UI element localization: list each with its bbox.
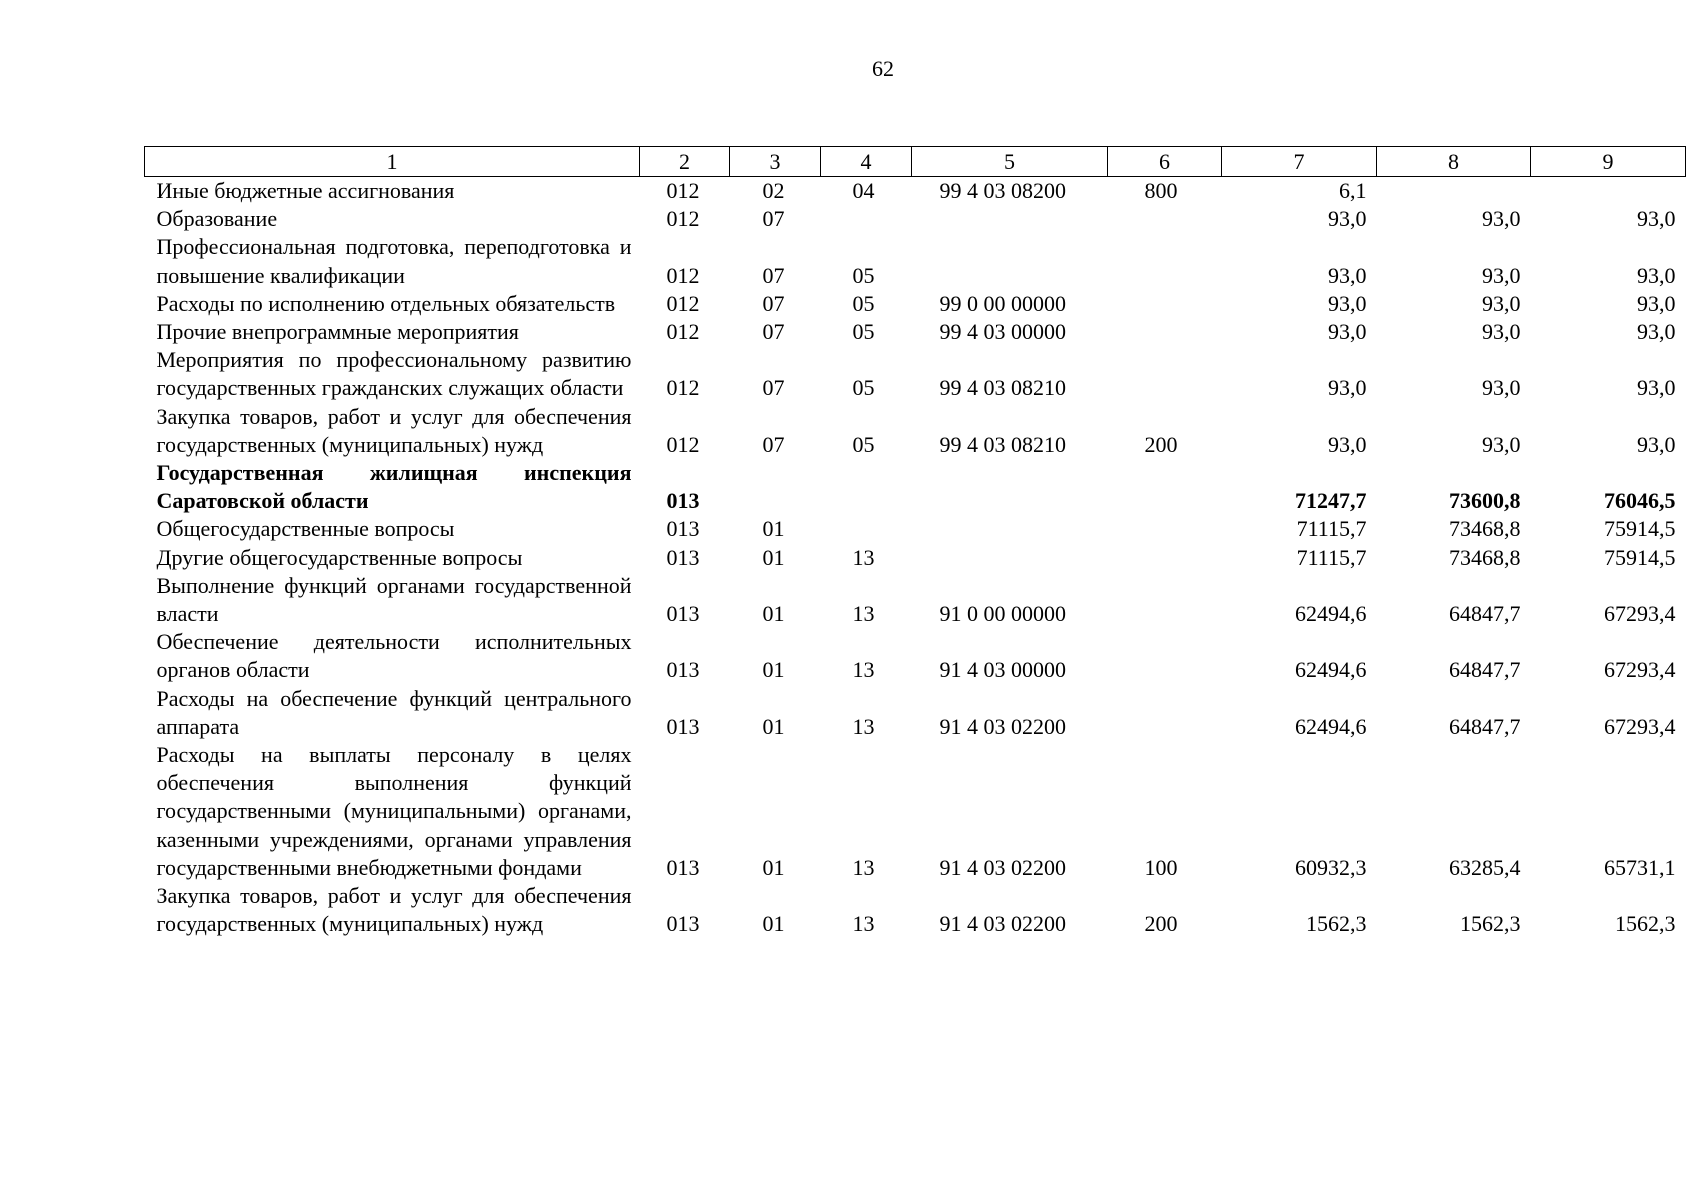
amount-col-7-cell: 62494,6 <box>1295 601 1367 627</box>
amount-col-8-cell: 64847,7 <box>1449 601 1521 627</box>
table-header <box>145 147 1686 177</box>
expense-type-cell: 800 <box>1144 178 1178 203</box>
expense-type-cell <box>1108 233 1222 289</box>
row-name-cell: Расходы на обеспечение функций центрального аппарата <box>156 685 632 739</box>
section-code-cell: 01 <box>762 601 785 627</box>
amount-col-8-cell: 93,0 <box>1482 206 1521 232</box>
table-row <box>145 628 1686 684</box>
expense-type-cell <box>1108 318 1222 346</box>
ministry-code-cell: 013 <box>666 854 700 880</box>
expense-type-cell <box>1108 685 1222 741</box>
amount-col-9-cell: 75914,5 <box>1604 544 1676 570</box>
subsection-code-cell: 05 <box>852 431 875 457</box>
ministry-code-cell: 012 <box>666 290 700 316</box>
table-row <box>145 233 1686 289</box>
target-article-cell <box>912 515 1108 543</box>
subsection-code-cell: 05 <box>852 262 875 288</box>
budget-table <box>144 146 1686 938</box>
amount-col-9-cell: 75914,5 <box>1604 516 1676 542</box>
subsection-code-cell <box>821 205 912 233</box>
subsection-code-cell <box>821 515 912 543</box>
subsection-code-cell: 13 <box>852 657 875 683</box>
amount-col-8-cell: 64847,7 <box>1449 713 1521 739</box>
amount-col-7-cell: 93,0 <box>1328 431 1367 457</box>
ministry-code-cell: 012 <box>666 375 700 401</box>
expense-type-cell <box>1108 572 1222 628</box>
amount-col-7-cell: 1562,3 <box>1306 911 1367 937</box>
amount-col-8-cell: 63285,4 <box>1449 854 1521 880</box>
amount-col-8-cell: 93,0 <box>1482 431 1521 457</box>
amount-col-8-cell: 73468,8 <box>1449 516 1521 542</box>
amount-col-9-cell: 67293,4 <box>1604 601 1676 627</box>
section-code-cell: 07 <box>762 431 785 457</box>
amount-col-9-cell: 93,0 <box>1637 262 1676 288</box>
row-name-cell: Расходы на выплаты персоналу в целях обеспечения выполнения функций государственными (муниципальными) органами, казенными учреждениями, органами управления государственными внебюджетными фондами <box>156 742 632 880</box>
target-article-cell: 99 0 00 00000 <box>939 290 1066 316</box>
row-name-cell: Образование <box>156 206 278 232</box>
table-row <box>145 685 1686 741</box>
expense-type-cell: 200 <box>1144 911 1178 937</box>
ministry-code-cell: 013 <box>666 657 700 683</box>
amount-col-9-cell: 93,0 <box>1637 431 1676 457</box>
table-row <box>145 741 1686 882</box>
header-cell-7: 7 <box>1222 147 1377 177</box>
table-row <box>145 403 1686 459</box>
target-article-cell <box>912 233 1108 289</box>
ministry-code-cell: 013 <box>666 911 700 937</box>
target-article-cell: 91 4 03 02200 <box>939 911 1066 937</box>
target-article-cell <box>912 205 1108 233</box>
amount-col-7-cell: 60932,3 <box>1295 854 1367 880</box>
row-name-cell: Обеспечение деятельности исполнительных органов области <box>156 629 632 683</box>
amount-col-8-cell: 64847,7 <box>1449 657 1521 683</box>
header-cell-1: 1 <box>145 147 640 177</box>
subsection-code-cell: 04 <box>852 178 875 203</box>
header-cell-8: 8 <box>1377 147 1531 177</box>
ministry-code-cell: 012 <box>666 431 700 457</box>
amount-col-8-cell: 93,0 <box>1482 319 1521 345</box>
target-article-cell: 91 4 03 00000 <box>939 657 1066 683</box>
section-code-cell: 07 <box>762 319 785 345</box>
expense-type-cell <box>1108 515 1222 543</box>
amount-col-8-cell: 93,0 <box>1482 375 1521 401</box>
row-name-cell: Выполнение функций органами государственной власти <box>156 572 632 627</box>
amount-col-7-cell: 71115,7 <box>1296 544 1367 570</box>
section-code-cell: 07 <box>762 206 785 232</box>
expense-type-cell: 200 <box>1144 431 1178 457</box>
header-cell-5: 5 <box>912 147 1108 177</box>
subsection-code-cell: 13 <box>852 854 875 880</box>
amount-col-9-cell: 65731,1 <box>1604 854 1676 880</box>
ministry-code-cell: 013 <box>666 544 700 570</box>
expense-type-cell <box>1108 290 1222 318</box>
amount-col-8-cell: 93,0 <box>1482 290 1521 316</box>
amount-col-7-cell: 93,0 <box>1328 206 1367 232</box>
section-code-cell <box>730 459 821 515</box>
ministry-code-cell: 013 <box>666 516 700 542</box>
header-cell-3: 3 <box>730 147 821 177</box>
amount-col-9-cell: 67293,4 <box>1604 657 1676 683</box>
amount-col-9-cell: 93,0 <box>1637 319 1676 345</box>
amount-col-9-cell: 1562,3 <box>1615 911 1676 937</box>
table-body <box>145 177 1686 939</box>
row-name-cell: Мероприятия по профессиональному развитию государственных гражданских служащих области <box>156 347 632 401</box>
table-row <box>145 177 1686 206</box>
target-article-cell: 91 4 03 02200 <box>939 854 1066 880</box>
row-name-cell: Государственная жилищная инспекция Саратовской области <box>156 460 632 514</box>
amount-col-9-cell: 93,0 <box>1637 290 1676 316</box>
ministry-code-cell: 012 <box>666 262 700 288</box>
expense-type-cell <box>1108 459 1222 515</box>
table-row <box>145 290 1686 318</box>
target-article-cell: 99 4 03 08200 <box>939 178 1066 203</box>
ministry-code-cell: 012 <box>666 206 700 232</box>
target-article-cell: 91 0 00 00000 <box>939 601 1066 627</box>
expense-type-cell: 100 <box>1144 854 1178 880</box>
subsection-code-cell: 13 <box>852 911 875 937</box>
expense-type-cell <box>1108 205 1222 233</box>
section-code-cell: 01 <box>762 713 785 739</box>
amount-col-7-cell: 6,1 <box>1339 178 1367 203</box>
section-code-cell: 01 <box>762 516 785 542</box>
table-row <box>145 318 1686 346</box>
row-name-cell: Расходы по исполнению отдельных обязательств <box>156 290 616 316</box>
expense-type-cell <box>1108 628 1222 684</box>
amount-col-7-cell: 62494,6 <box>1295 657 1367 683</box>
amount-col-9-cell: 93,0 <box>1637 375 1676 401</box>
amount-col-8-cell <box>1377 177 1531 206</box>
section-code-cell: 01 <box>762 854 785 880</box>
row-name-cell: Профессиональная подготовка, переподготовка и повышение квалификации <box>156 234 632 288</box>
row-name-cell: Иные бюджетные ассигнования <box>156 178 455 203</box>
expense-type-cell <box>1108 346 1222 402</box>
row-name-cell: Общегосударственные вопросы <box>156 516 455 542</box>
table-row <box>145 544 1686 572</box>
table-row <box>145 205 1686 233</box>
amount-col-7-cell: 71247,7 <box>1295 488 1367 514</box>
amount-col-7-cell: 71115,7 <box>1296 516 1367 542</box>
header-cell-2: 2 <box>640 147 730 177</box>
table-row <box>145 572 1686 628</box>
header-cell-6: 6 <box>1108 147 1222 177</box>
subsection-code-cell: 13 <box>852 713 875 739</box>
section-code-cell: 07 <box>762 375 785 401</box>
subsection-code-cell: 05 <box>852 319 875 345</box>
section-code-cell: 01 <box>762 911 785 937</box>
table-row <box>145 346 1686 402</box>
amount-col-7-cell: 93,0 <box>1328 262 1367 288</box>
target-article-cell: 99 4 03 08210 <box>939 431 1066 457</box>
expense-type-cell <box>1108 544 1222 572</box>
target-article-cell: 99 4 03 00000 <box>939 319 1066 345</box>
amount-col-9-cell: 67293,4 <box>1604 713 1676 739</box>
page-number: 62 <box>872 56 894 81</box>
amount-col-9-cell: 93,0 <box>1637 206 1676 232</box>
table-row <box>145 459 1686 515</box>
amount-col-8-cell: 73468,8 <box>1449 544 1521 570</box>
ministry-code-cell: 013 <box>666 601 700 627</box>
subsection-code-cell: 13 <box>852 601 875 627</box>
amount-col-8-cell: 1562,3 <box>1460 911 1521 937</box>
amount-col-7-cell: 93,0 <box>1328 319 1367 345</box>
row-name-cell: Прочие внепрограммные мероприятия <box>156 319 519 345</box>
amount-col-8-cell: 93,0 <box>1482 262 1521 288</box>
subsection-code-cell: 05 <box>852 290 875 316</box>
ministry-code-cell: 012 <box>666 178 700 203</box>
target-article-cell: 99 4 03 08210 <box>939 375 1066 401</box>
section-code-cell: 02 <box>762 178 785 203</box>
table-row <box>145 882 1686 938</box>
amount-col-9-cell <box>1531 177 1686 206</box>
target-article-cell <box>912 459 1108 515</box>
target-article-cell: 91 4 03 02200 <box>939 713 1066 739</box>
target-article-cell <box>912 544 1108 572</box>
section-code-cell: 01 <box>762 657 785 683</box>
row-name-cell: Другие общегосударственные вопросы <box>156 544 523 570</box>
subsection-code-cell <box>821 459 912 515</box>
amount-col-9-cell: 76046,5 <box>1604 488 1676 514</box>
amount-col-7-cell: 93,0 <box>1328 375 1367 401</box>
ministry-code-cell: 013 <box>666 488 700 514</box>
ministry-code-cell: 012 <box>666 319 700 345</box>
amount-col-7-cell: 93,0 <box>1328 290 1367 316</box>
section-code-cell: 07 <box>762 290 785 316</box>
header-cell-9: 9 <box>1531 147 1686 177</box>
subsection-code-cell: 13 <box>852 544 875 570</box>
ministry-code-cell: 013 <box>666 713 700 739</box>
header-cell-4: 4 <box>821 147 912 177</box>
amount-col-8-cell: 73600,8 <box>1449 488 1521 514</box>
section-code-cell: 01 <box>762 544 785 570</box>
row-name-cell: Закупка товаров, работ и услуг для обеспечения государственных (муниципальных) нужд <box>156 883 632 937</box>
row-name-cell: Закупка товаров, работ и услуг для обеспечения государственных (муниципальных) нужд <box>156 403 632 457</box>
section-code-cell: 07 <box>762 262 785 288</box>
subsection-code-cell: 05 <box>852 375 875 401</box>
table-row <box>145 515 1686 543</box>
header-row <box>145 147 1686 177</box>
amount-col-7-cell: 62494,6 <box>1295 713 1367 739</box>
